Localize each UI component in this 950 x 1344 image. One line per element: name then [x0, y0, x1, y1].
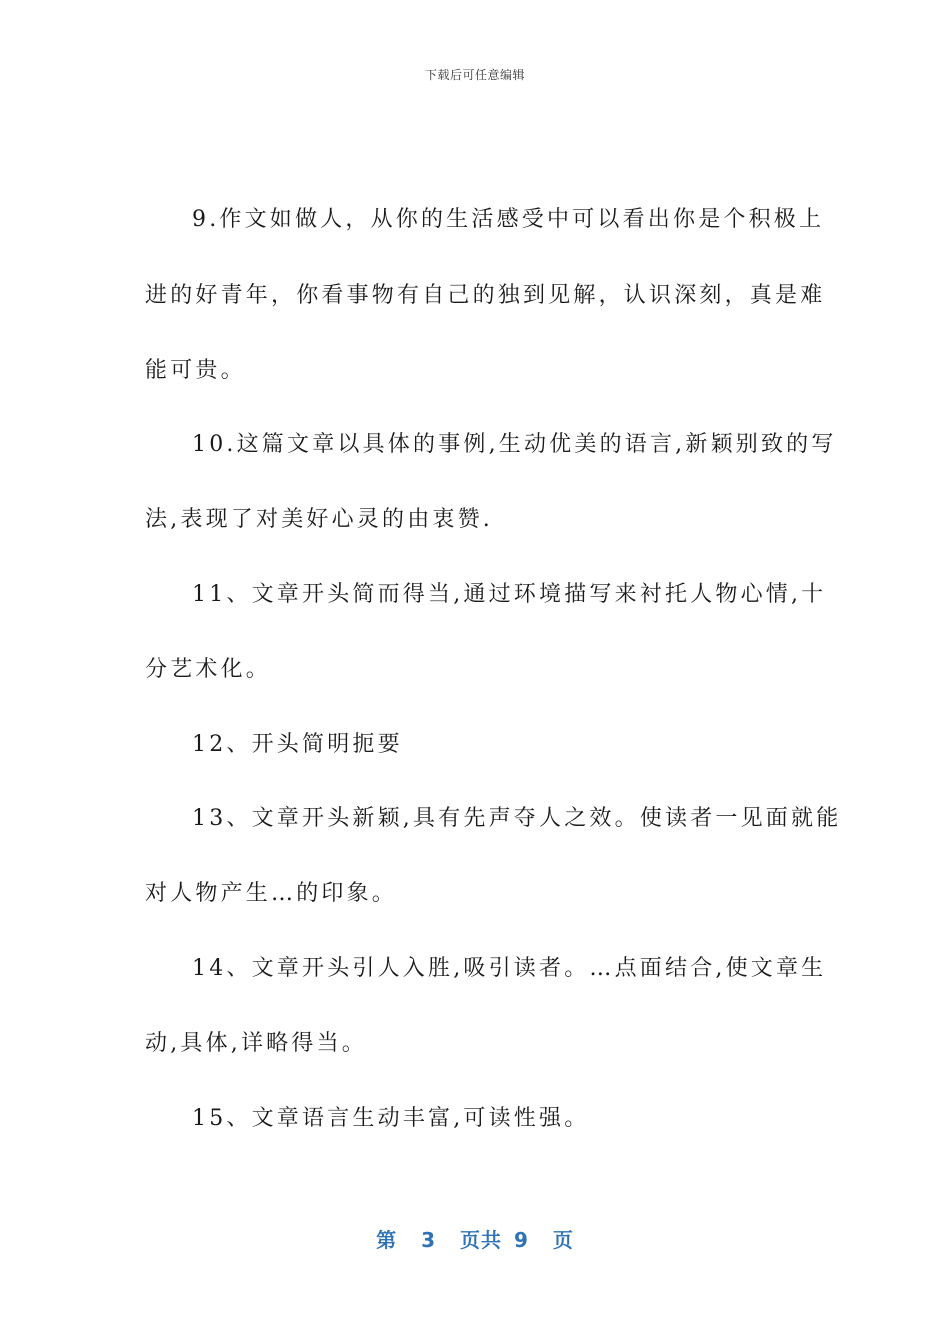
paragraph-14-line-2: 动,具体,详略得当。 [145, 1031, 367, 1056]
paragraph-11-line-2: 分艺术化。 [145, 657, 272, 682]
footer-middle: 页共 [460, 1228, 502, 1252]
paragraph-9-line-3: 能可贵。 [145, 358, 246, 383]
page-header: 下载后可任意编辑 [424, 68, 525, 82]
paragraph-15-line-1: 15、文章语言生动丰富,可读性强。 [192, 1106, 590, 1131]
paragraph-14-line-1: 14、文章开头引人入胜,吸引读者。…点面结合,使文章生 [192, 956, 827, 981]
footer-current-page: 3 [421, 1228, 436, 1252]
footer-prefix: 第 [376, 1228, 398, 1252]
footer-total-pages: 9 [514, 1228, 529, 1252]
paragraph-10-line-2: 法,表现了对美好心灵的由衷赞. [145, 507, 493, 532]
paragraph-13-line-1: 13、文章开头新颖,具有先声夺人之效。使读者一见面就能 [192, 806, 842, 831]
paragraph-9-line-1: 9.作文如做人，从你的生活感受中可以看出你是个积极上 [192, 207, 825, 232]
footer-suffix: 页 [552, 1228, 574, 1252]
paragraph-9-line-2: 进的好青年，你看事物有自己的独到见解，认识深刻，真是难 [145, 283, 826, 308]
paragraph-13-line-2: 对人物产生…的印象。 [145, 881, 398, 906]
page-footer [0, 1224, 950, 1253]
paragraph-12-line-1: 12、开头简明扼要 [192, 732, 403, 757]
paragraph-10-line-1: 10.这篇文章以具体的事例,生动优美的语言,新颖别致的写 [192, 432, 837, 457]
paragraph-11-line-1: 11、文章开头简而得当,通过环境描写来衬托人物心情,十 [192, 582, 827, 607]
